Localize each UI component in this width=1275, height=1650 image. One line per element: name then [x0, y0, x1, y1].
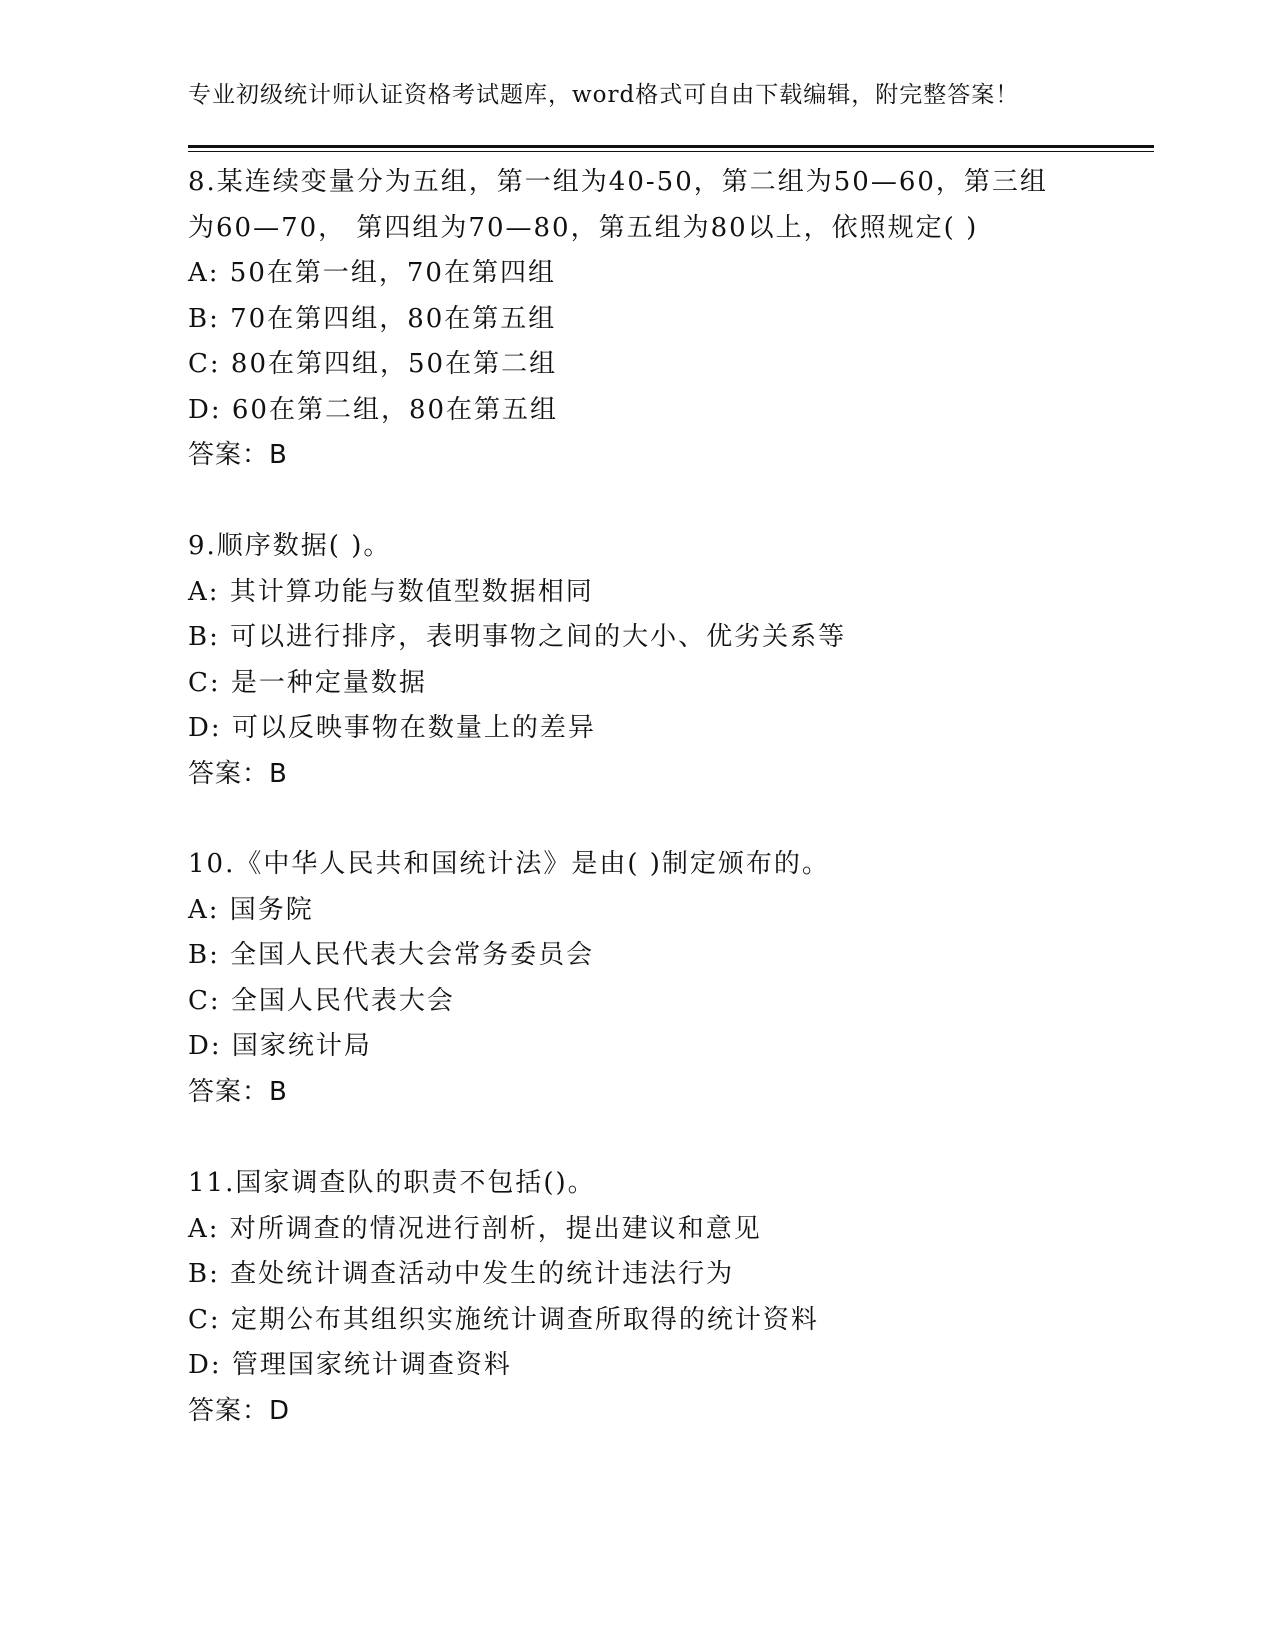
question-stem-line: 11.国家调查队的职责不包括()。: [188, 1168, 596, 1198]
option-c: C: 是一种定量数据: [188, 667, 427, 698]
question-stem-line: 8.某连续变量分为五组，第一组为40-50，第二组为50—60，第三组: [188, 167, 1048, 197]
option-d: D: 可以反映事物在数量上的差异: [188, 713, 596, 743]
answer: 答案：B: [188, 1076, 288, 1107]
question-10: [188, 842, 1088, 1115]
question-stem-line: 10.《中华人民共和国统计法》是由( )制定颁布的。: [188, 849, 830, 879]
option-c: C: 全国人民代表大会: [188, 985, 455, 1016]
option-c: C: 定期公布其组织实施统计调查所取得的统计资料: [188, 1304, 819, 1335]
question-9: [188, 524, 1088, 797]
header-rule-thick: [188, 145, 1154, 148]
option-a: A: 对所调查的情况进行剖析，提出建议和意见: [188, 1213, 762, 1244]
question-8: [188, 160, 1088, 479]
option-b: B: 查处统计调查活动中发生的统计违法行为: [188, 1259, 735, 1289]
option-d: D: 国家统计局: [188, 1031, 372, 1061]
option-a: A: 国务院: [188, 894, 314, 925]
option-d: D: 60在第二组，80在第五组: [188, 394, 559, 425]
page-header: 专业初级统计师认证资格考试题库，word格式可自由下载编辑，附完整答案！: [188, 82, 1020, 108]
option-a: A: 其计算功能与数值型数据相同: [188, 576, 594, 607]
option-c: C: 80在第四组，50在第二组: [188, 349, 558, 379]
option-a: A: 50在第一组，70在第四组: [188, 258, 556, 288]
answer: 答案：D: [188, 1395, 291, 1426]
answer: 答案：B: [188, 440, 288, 470]
option-b: B: 全国人民代表大会常务委员会: [188, 940, 595, 970]
question-stem-line: 9.顺序数据( )。: [188, 531, 392, 561]
question-stem-line: 为60—70， 第四组为70—80，第五组为80以上，依照规定( ): [188, 212, 979, 243]
option-b: B: 70在第四组，80在第五组: [188, 303, 557, 334]
option-d: D: 管理国家统计调查资料: [188, 1350, 512, 1380]
answer: 答案：B: [188, 758, 288, 789]
option-b: B: 可以进行排序，表明事物之间的大小、优劣关系等: [188, 622, 847, 652]
header-rule-thin: [188, 151, 1154, 152]
question-11: [188, 1161, 1088, 1434]
